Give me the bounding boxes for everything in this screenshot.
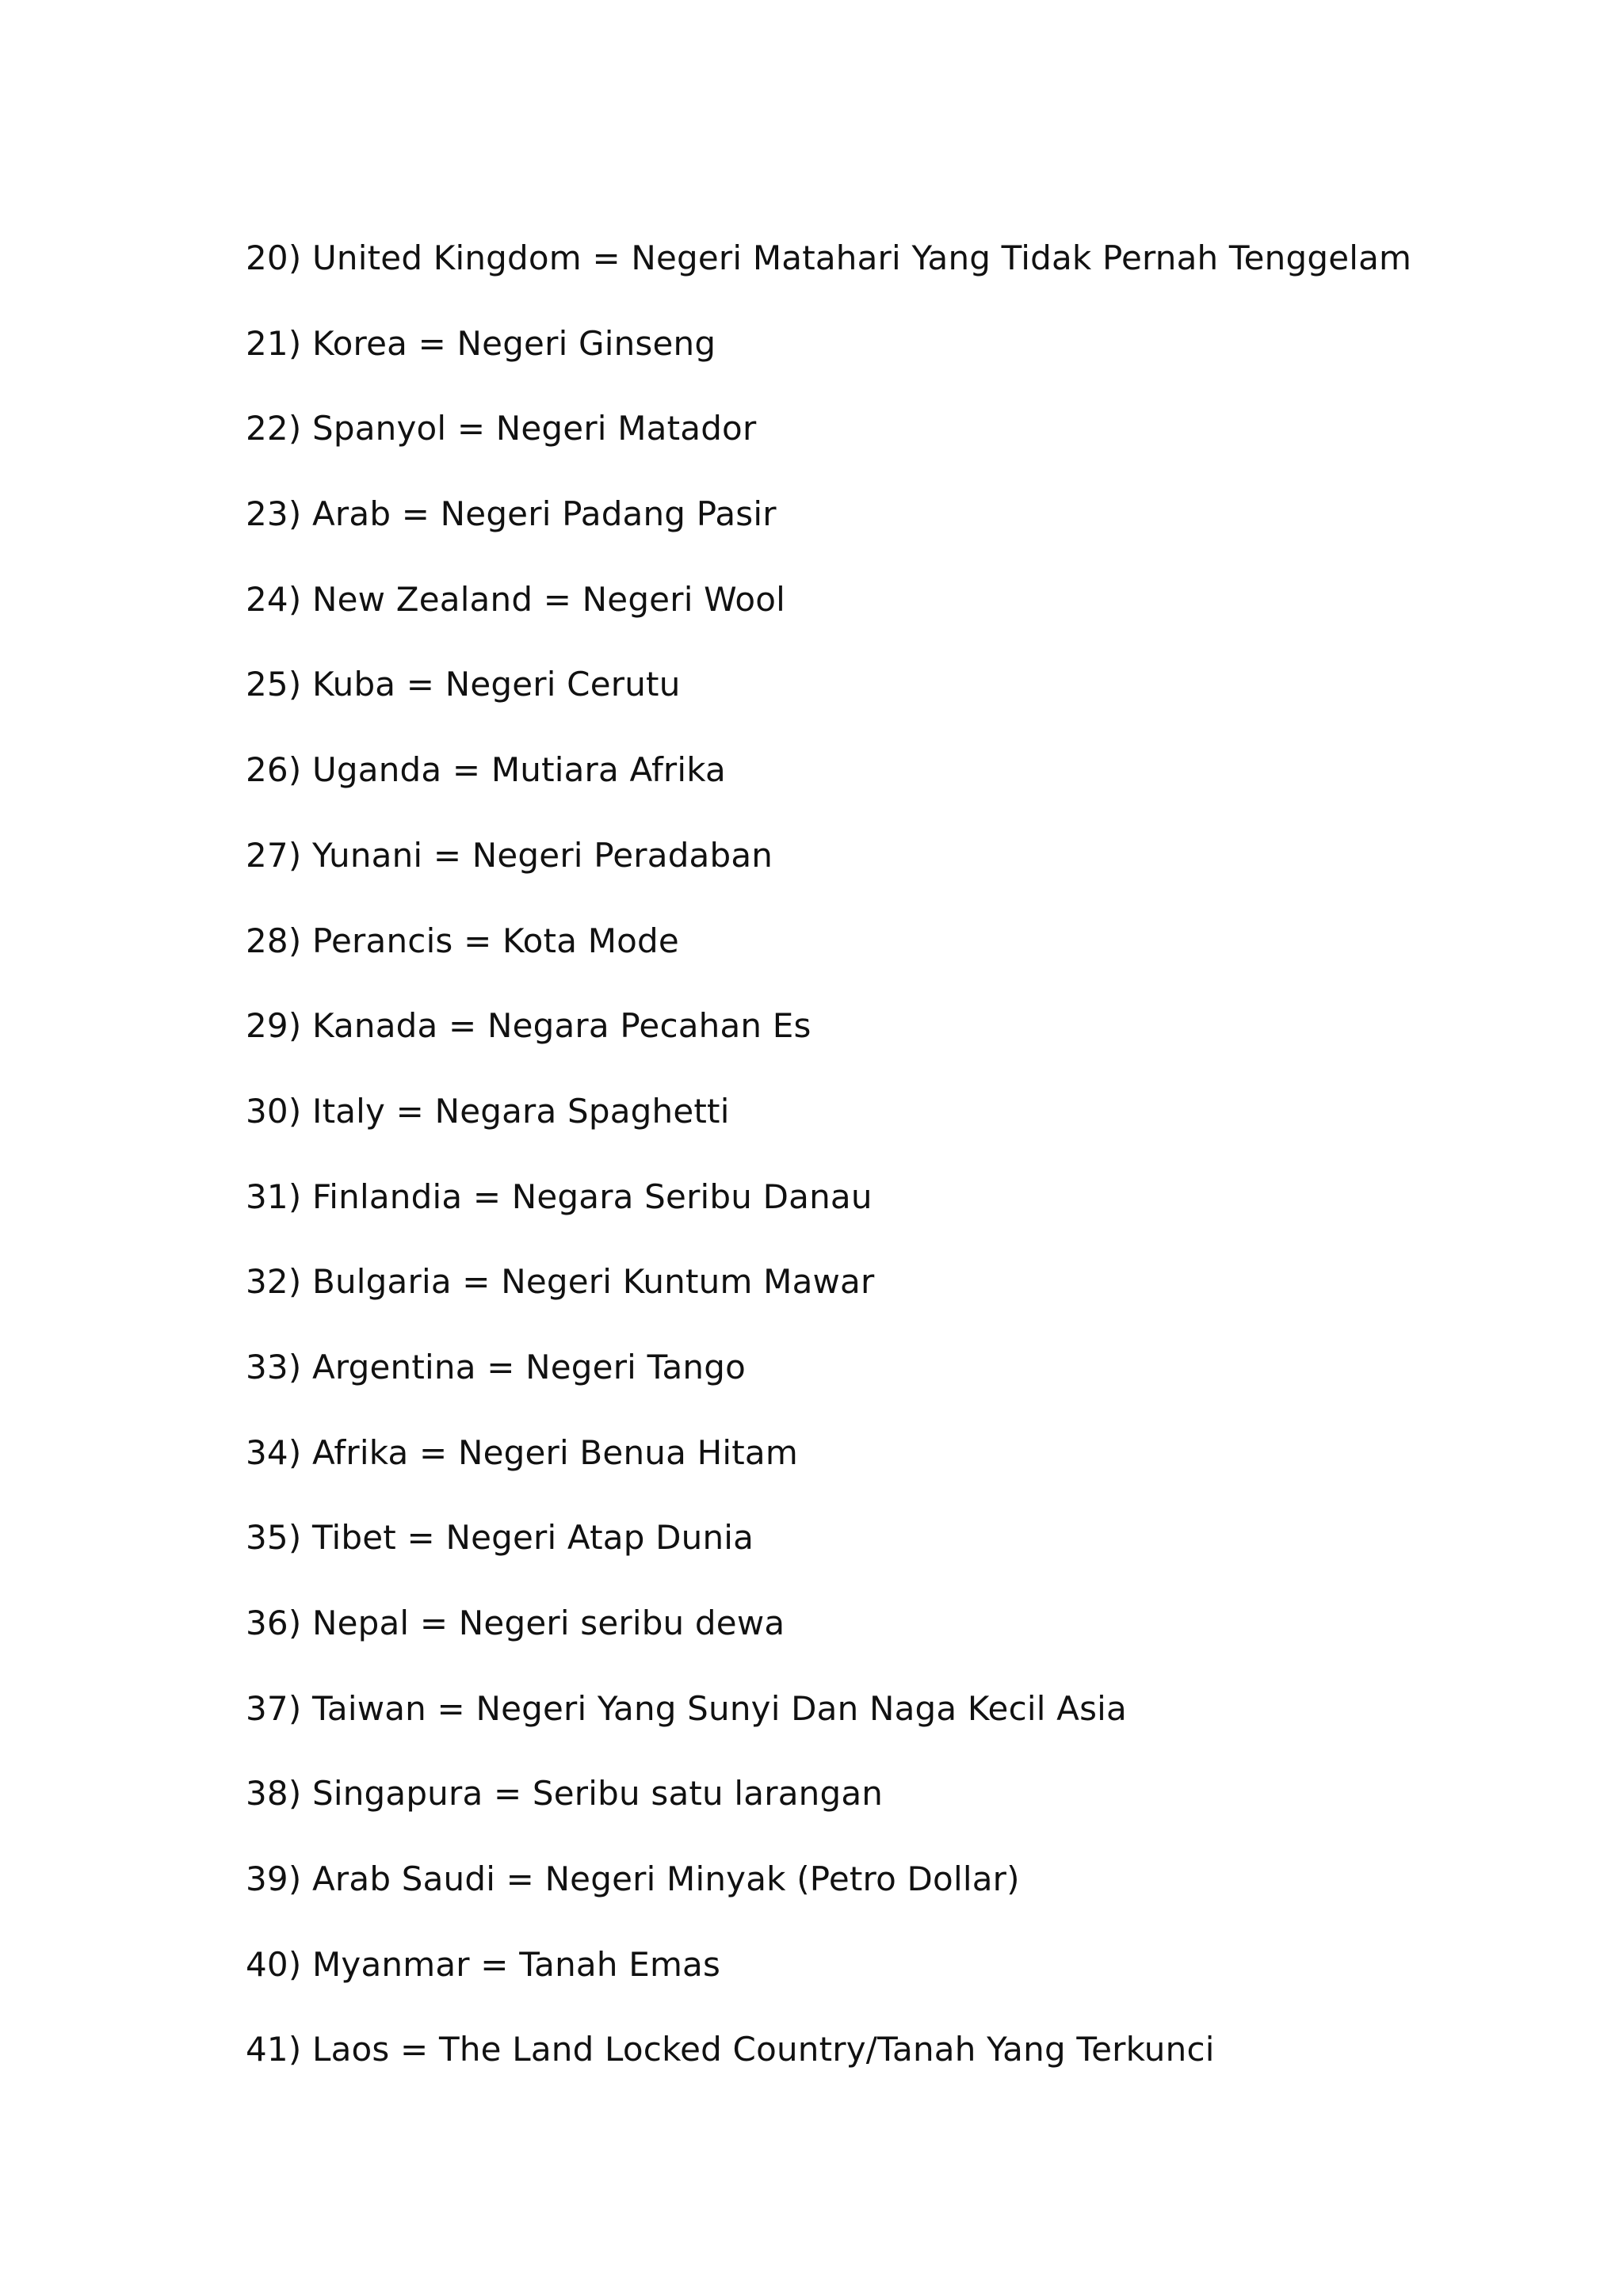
list-item: 23) Arab = Negeri Padang Pasir bbox=[246, 494, 777, 534]
country-nickname-list bbox=[246, 231, 1577, 2108]
list-item: 33) Argentina = Negeri Tango bbox=[246, 1347, 747, 1386]
list-item: 38) Singapura = Seribu satu larangan bbox=[246, 1774, 884, 1814]
list-item: 31) Finlandia = Negara Seribu Danau bbox=[246, 1177, 873, 1216]
list-item: 29) Kanada = Negara Pecahan Es bbox=[246, 1006, 812, 1046]
list-item: 20) United Kingdom = Negeri Matahari Yang Tidak Pernah Tenggelam bbox=[246, 238, 1412, 277]
list-item: 30) Italy = Negara Spaghetti bbox=[246, 1091, 730, 1131]
list-item: 32) Bulgaria = Negeri Kuntum Mawar bbox=[246, 1262, 875, 1302]
list-item: 28) Perancis = Kota Mode bbox=[246, 921, 679, 960]
list-item: 35) Tibet = Negeri Atap Dunia bbox=[246, 1518, 754, 1558]
list-item: 39) Arab Saudi = Negeri Minyak (Petro Dollar) bbox=[246, 1859, 1020, 1899]
list-item: 37) Taiwan = Negeri Yang Sunyi Dan Naga Kecil Asia bbox=[246, 1688, 1127, 1728]
list-item: 41) Laos = The Land Locked Country/Tanah Yang Terkunci bbox=[246, 2030, 1215, 2069]
list-item: 36) Nepal = Negeri seribu dewa bbox=[246, 1604, 785, 1642]
list-item: 24) New Zealand = Negeri Wool bbox=[246, 579, 786, 619]
list-item: 25) Kuba = Negeri Cerutu bbox=[246, 665, 681, 704]
list-item: 22) Spanyol = Negeri Matador bbox=[246, 409, 757, 448]
list-item: 21) Korea = Negeri Ginseng bbox=[246, 323, 716, 363]
list-item: 27) Yunani = Negeri Peradaban bbox=[246, 835, 773, 875]
list-item: 34) Afrika = Negeri Benua Hitam bbox=[246, 1432, 798, 1472]
list-item: 26) Uganda = Mutiara Afrika bbox=[246, 750, 726, 790]
list-item: 40) Myanmar = Tanah Emas bbox=[246, 1944, 721, 1984]
